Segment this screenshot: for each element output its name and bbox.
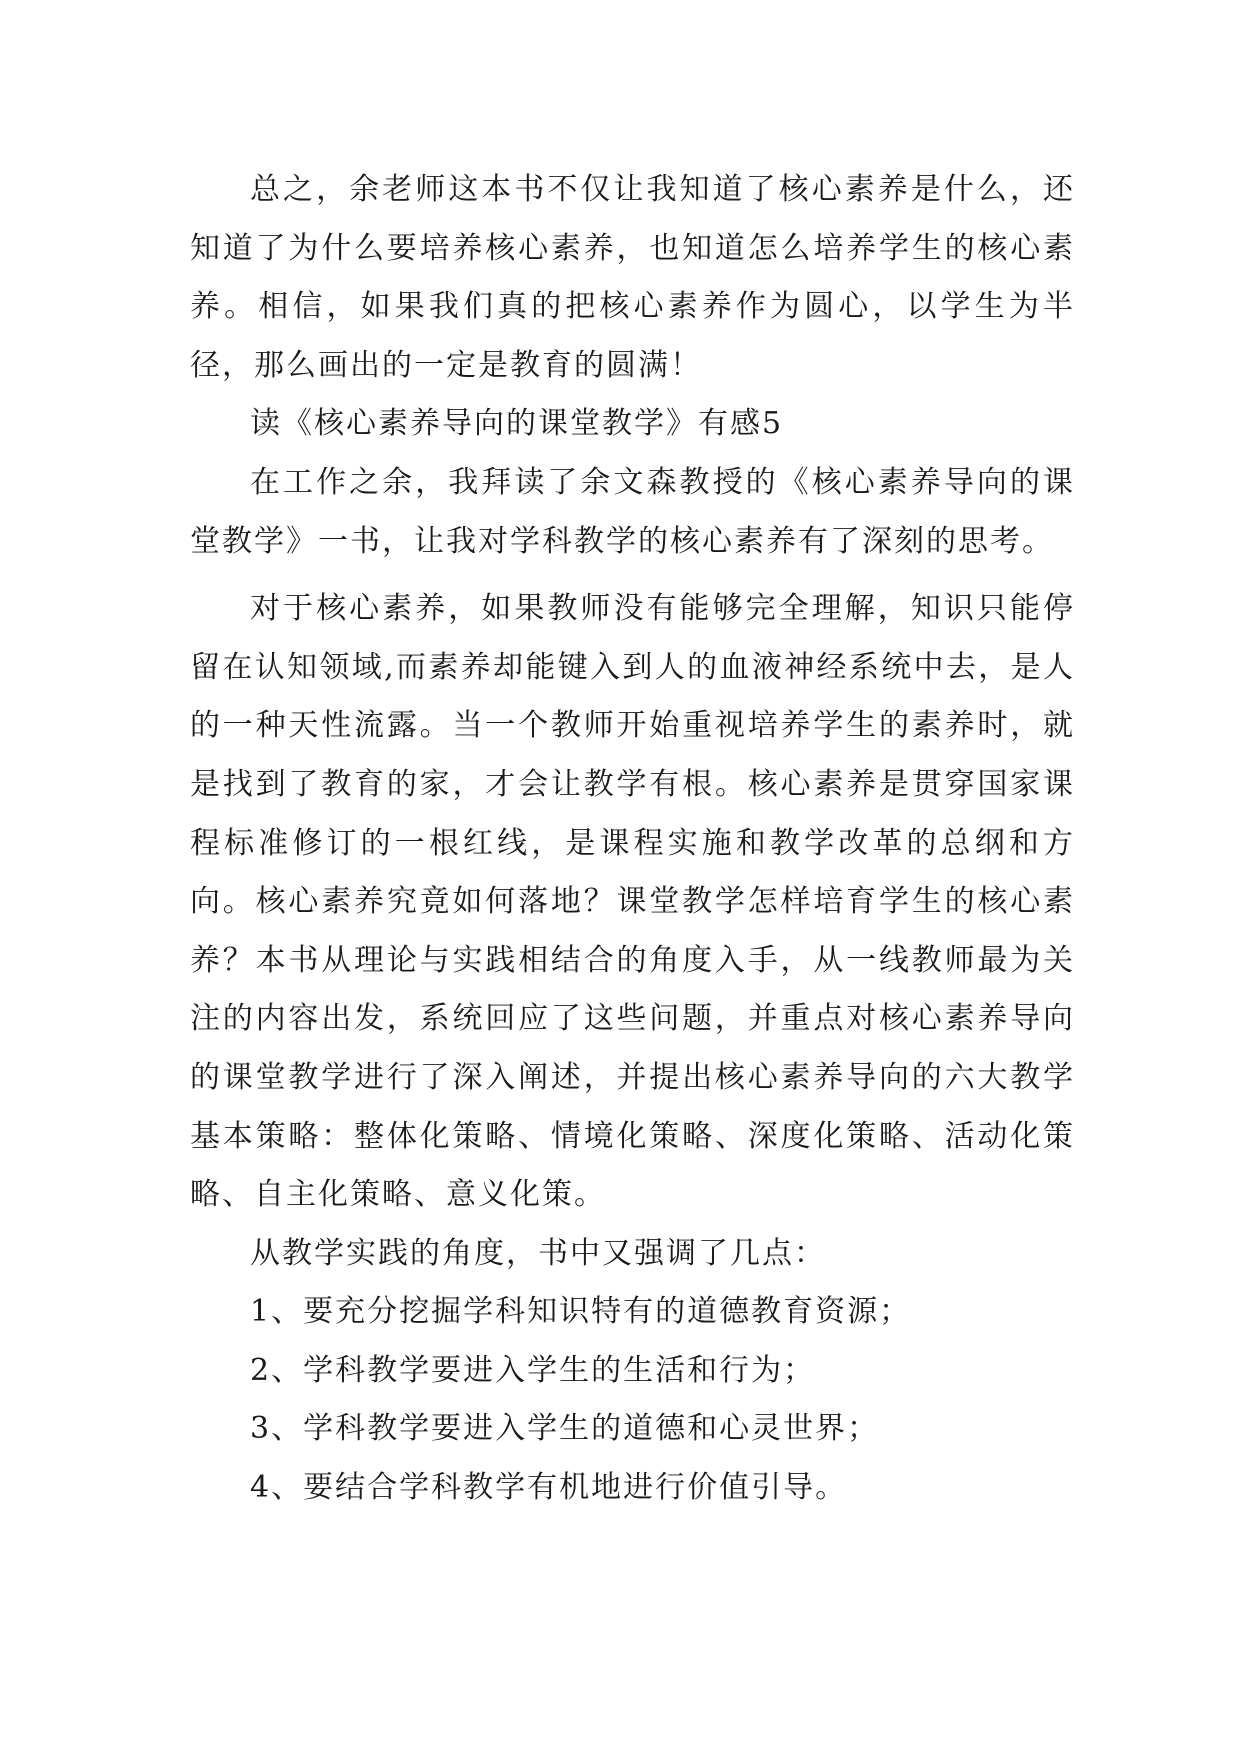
paragraph-practice-lead: 从教学实践的角度，书中又强调了几点：	[250, 1235, 826, 1271]
document-body	[190, 161, 1075, 1518]
paragraph-conclusion: 总之，余老师这本书不仅让我知道了核心素养是什么，还知道了为什么要培养核心素养，也知道怎么培养学生的核心素养。相信，如果我们真的把核心素养作为圆心，以学生为半径，那么画出的一定是教育的圆满！	[190, 172, 1075, 383]
essay-title: 读《核心素养导向的课堂教学》有感5	[250, 406, 784, 442]
paragraph-intro: 在工作之余，我拜读了余文森教授的《核心素养导向的课堂教学》一书，让我对学科教学的核心素养有了深刻的思考。	[190, 464, 1075, 559]
list-item: 2、学科教学要进入学生的生活和行为；	[250, 1352, 816, 1388]
list-item: 4、要结合学科教学有机地进行价值引导。	[250, 1470, 848, 1506]
paragraph-core-literacy: 对于核心素养，如果教师没有能够完全理解，知识只能停留在认知领域,而素养却能键入到人的血液神经系统中去，是人的一种天性流露。当一个教师开始重视培养学生的素养时，就是找到了教育的家，才会让教学有根。核心素养是贯穿国家课程标准修订的一根红线，是课程实施和教学改革的总纲和方向。核心素养究竟如何落地？课堂教学怎样培育学生的核心素养？本书从理论与实践相结合的角度入手，从一线教师最为关注的内容出发，系统回应了这些问题，并重点对核心素养导向的课堂教学进行了深入阐述，并提出核心素养导向的六大教学基本策略：整体化策略、情境化策略、深度化策略、活动化策略、自主化策略、意义化策。	[190, 591, 1075, 1213]
list-item: 3、学科教学要进入学生的道德和心灵世界；	[250, 1411, 880, 1447]
list-item: 1、要充分挖掘学科知识特有的道德教育资源；	[250, 1294, 912, 1330]
